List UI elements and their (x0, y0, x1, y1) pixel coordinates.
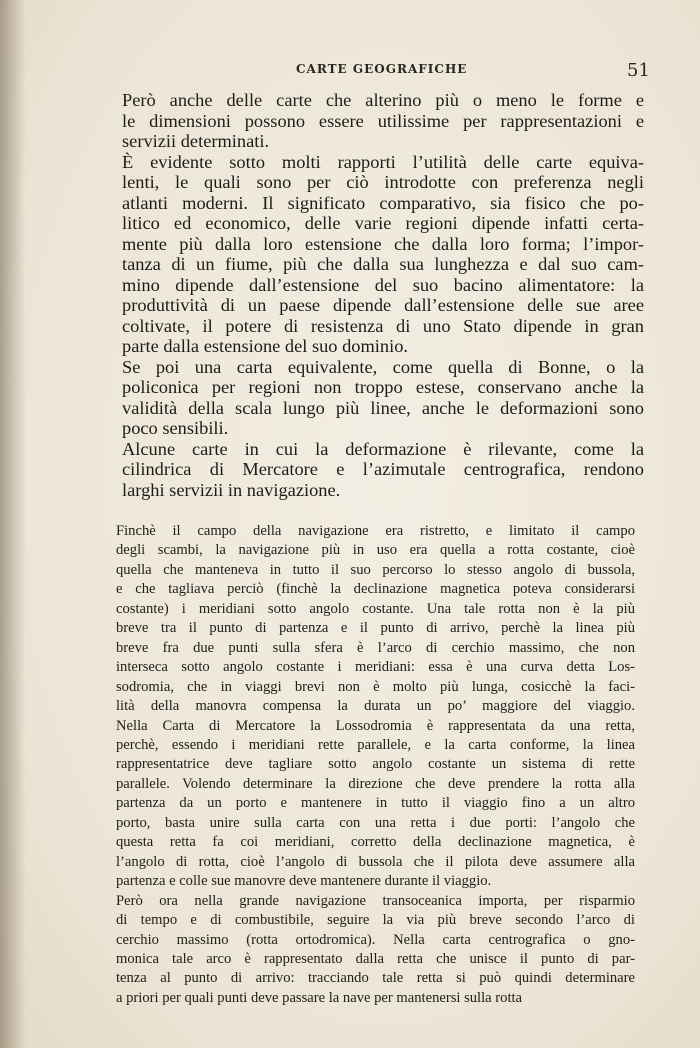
body-text-line: Alcune carte in cui la deformazione è rilevante, come la (122, 438, 644, 459)
note-text-line: breve fra due punti sulla sfera è l’arco di cerchio massimo, che non (116, 639, 635, 656)
body-text-line: larghi servizii in navigazione. (122, 479, 341, 500)
body-text-line: policonica per regioni non troppo estese, conservano anche la (122, 377, 644, 397)
note-text-line: sodromia, che in viaggi brevi non è molto più lunga, cosicchè la faci- (116, 678, 635, 695)
note-text-line: e che tagliava perciò (finchè la declinazione magnetica poteva considerarsi (116, 581, 635, 598)
small-print-notes (90, 522, 635, 1008)
note-text-line: di tempo e di combustibile, seguire la via più breve secondo l’arco di (116, 912, 635, 929)
page-gutter-shadow (0, 0, 26, 1048)
main-text (104, 90, 644, 500)
note-text-line: degli scambi, la navigazione più in uso era quella a rotta costante, cioè (116, 542, 635, 559)
body-text-line: tanza di un fiume, più che dalla sua lunghezza e dal suo cam- (122, 254, 644, 274)
note-text-line: Nella Carta di Mercatore la Lossodromia è rappresentata da una retta, (116, 717, 635, 734)
note-text-line: partenza da un porto e mantenere in tutto il viaggio fino a un altro (116, 795, 635, 812)
body-text-line: coltivate, il potere di resistenza di uno Stato dipende in gran (122, 315, 644, 336)
page-number: 51 (627, 60, 650, 81)
note-text-line: partenza e colle sue manovre deve mantenere durante il viaggio. (116, 873, 492, 890)
note-text-line: cerchio massimo (rotta ortodromica). Nella carta centrografica o gno- (116, 931, 635, 948)
note-text-line: perchè, essendo i meridiani rette parallele, e la carta conforme, la linea (116, 736, 635, 753)
body-text-line: mente più dalla loro estensione che dalla loro forma; l’impor- (122, 233, 644, 254)
note-text-line: interseca sotto angolo costante i meridiani: essa è una curva detta Los- (116, 659, 635, 676)
body-text-line: produttività di un paese dipende dall’estensione delle sue aree (122, 295, 644, 315)
note-text-line: Però ora nella grande navigazione transoceanica importa, per risparmio (116, 892, 635, 909)
body-text-line: parte dalla estensione del suo dominio. (122, 336, 409, 356)
body-text-line: litico ed economico, delle varie regioni dipende infatti certa- (122, 213, 644, 233)
note-text-line: parallele. Volendo determinare la direzione che deve prendere la rotta alla (116, 775, 635, 792)
main-paragraph (104, 152, 644, 357)
note-text-line: a priori per quali punti deve passare la nave per mantenersi sulla rotta (116, 989, 523, 1006)
note-text-line: porto, basta unire sulla carta con una retta i due porti: l’angolo che (116, 814, 635, 831)
notes-paragraph (90, 522, 635, 892)
note-text-line: lità della manovra compensa la durata un po’ maggiore del viaggio. (116, 698, 635, 715)
main-paragraph (104, 357, 644, 439)
notes-paragraph (90, 892, 635, 1009)
note-text-line: monica tale arco è rappresentato dalla retta che unisce il punto di par- (116, 950, 635, 967)
main-paragraph (104, 90, 644, 152)
note-text-line: Finchè il campo della navigazione era ristretto, e limitato il campo (116, 523, 635, 539)
body-text-line: mino dipende dall’estensione del suo bacino alimentatore: la (122, 274, 644, 295)
note-text-line: tenza al punto di arrivo: tracciando tale retta si può quindi determinare (116, 970, 635, 987)
body-text-line: cilindrica di Mercatore e l’azimutale centrografica, rendono (122, 459, 644, 479)
body-text-line: Se poi una carta equivalente, come quella di Bonne, o la (122, 356, 644, 377)
body-text-line: atlanti moderni. Il significato comparativo, sia fisico che po- (122, 192, 644, 213)
body-text-line: le dimensioni possono essere utilissime per rappresentazioni e (122, 110, 644, 131)
body-text-line: servizii determinati. (122, 131, 270, 151)
body-text-line: lenti, le quali sono per ciò introdotte con preferenza negli (122, 172, 644, 192)
main-paragraph (104, 439, 644, 501)
running-title: CARTE GEOGRAFICHE (296, 62, 468, 76)
note-text-line: questa retta fa coi meridiani, corretto della declinazione magnetica, è (116, 834, 635, 851)
body-text-line: Però anche delle carte che alterino più o meno le forme e (122, 90, 644, 110)
body-text-line: poco sensibili. (122, 418, 229, 438)
note-text-line: breve tra il punto di partenza e il punto di arrivo, perchè la linea più (116, 620, 635, 637)
note-text-line: rappresentatrice deve tagliare sotto angolo costante un sistema di rette (116, 756, 635, 773)
body-text-line: È evidente sotto molti rapporti l’utilità delle carte equiva- (122, 151, 644, 172)
note-text-line: quella che manteneva in tutto il suo percorso lo stesso angolo di bussola, (116, 561, 635, 578)
body-text-line: validità della scala lungo più linee, anche le deformazioni sono (122, 397, 644, 418)
note-text-line: costante) i meridiani sotto angolo costante. Una tale rotta non è la più (116, 600, 635, 617)
running-head (0, 60, 700, 84)
note-text-line: l’angolo di rotta, cioè l’angolo di bussola che il pilota deve assumere alla (116, 853, 635, 870)
